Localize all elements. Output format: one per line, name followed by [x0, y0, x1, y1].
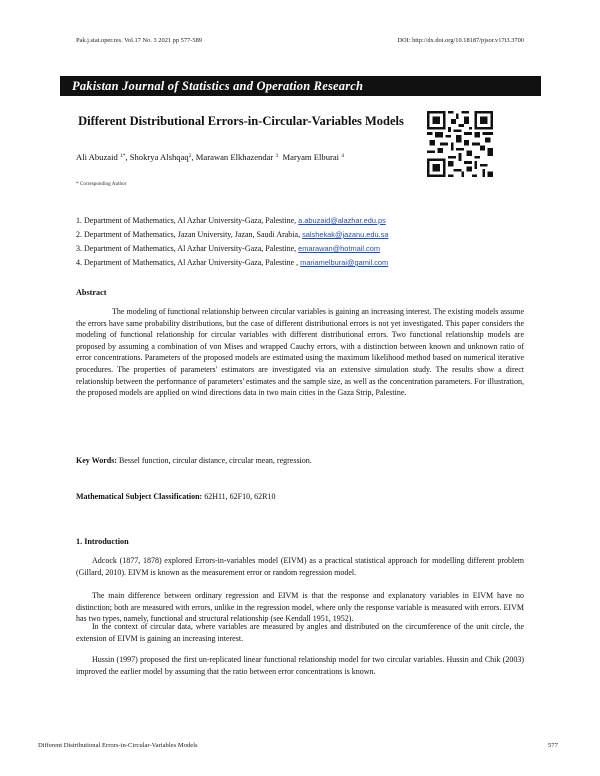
journal-banner: Pakistan Journal of Statistics and Operation Research	[60, 76, 541, 96]
author-affiliation-mark: 4	[341, 153, 344, 159]
author-name: Shokrya Alshqaq	[129, 152, 189, 162]
author-name: Maryam Elburai	[282, 152, 340, 162]
section-heading-introduction: 1. Introduction	[76, 537, 129, 546]
affiliation-text: 1. Department of Mathematics, Al Azhar University-Gaza, Palestine,	[76, 216, 299, 225]
email-link[interactable]: emarawan@hotmail.com	[298, 244, 381, 253]
body-paragraph: In the context of circular data, where variables are measured by angles and distributed on the circumference of the unit circle, the extension of EIVM is gaining an increasing interest.	[76, 622, 524, 643]
affiliation-list	[76, 214, 546, 270]
keywords-label: Key Words:	[76, 456, 117, 465]
subject-classification	[76, 492, 524, 501]
running-header-left: Pak.j.stat.oper.res. Vol.17 No. 3 2021 pp 577-589	[76, 37, 202, 44]
author-affiliation-mark: 1*	[119, 153, 126, 159]
abstract-text: The modeling of functional relationship between circular variables is gaining an increasing interest. The existing models assume the errors have same probability distributions, but the case of different distributional errors is not yet investigated. This paper considers the modeling of functional relationship for circular variables with different distributional errors. Two functional relationship models are proposed by assuming a combination of von Mises and wrapped Cauchy errors, with a distinction between known and unknown ratio of error concentrations. Parameters of the proposed models are estimated using the maximum likelihood method based on numerical iterative procedures. The properties of parameters' estimators are investigated via an extensive simulation study. The results show a direct relationship between the performance of parameters' estimates and the sample size, as well as the concentration parameters. For illustration, the proposed models are applied on wind directions data in two main cities in the Gaza Strip, Palestine.	[76, 307, 524, 398]
paper-title: Different Distributional Errors-in-Circular-Variables Models	[78, 114, 404, 128]
affiliation-item	[76, 228, 546, 242]
affiliation-item	[76, 256, 546, 270]
keywords-text: Bessel function, circular distance, circular mean, regression.	[116, 456, 312, 465]
corresponding-author-note: * Corresponding Author	[76, 181, 127, 187]
email-link[interactable]: mariamelburai@gamil.com	[300, 258, 389, 267]
msc-label: Mathematical Subject Classification:	[76, 492, 203, 501]
msc-text: 62H11, 62F10, 62R10	[202, 492, 276, 501]
affiliation-item	[76, 242, 546, 256]
author-name: Marawan Elkhazendar	[195, 152, 274, 162]
running-header-doi: DOI: http://dx.doi.org/10.18187/pjsor.v17i3.3700	[397, 37, 524, 44]
running-footer-title: Different Distributional Errors-in-Circular-Variables Models	[38, 742, 198, 749]
author-list: Ali Abuzaid $^{1*}$, Shokrya Alshqaq$^2$, Marawan Elkhazendar $^3$ Maryam Elburai $^4$	[76, 152, 344, 162]
author-name: Ali Abuzaid	[76, 152, 118, 162]
email-link[interactable]: salshekak@jazanu.edu.sa	[302, 230, 389, 239]
affiliation-text: 2. Department of Mathematics, Jazan University, Jazan, Saudi Arabia,	[76, 230, 303, 239]
affiliation-item	[76, 214, 546, 228]
body-paragraph: The main difference between ordinary regression and EIVM is that the response and explanatory variables in EIVM have no distinction; both are measured with errors, unlike in the regression model, where only the response variable is measured with errors. EIVM has two types, namely, functional and structural relationship (see Kendall 1951, 1952).	[76, 591, 524, 624]
page-number: 577	[548, 742, 558, 749]
body-paragraph: Adcock (1877, 1878) explored Errors-in-variables model (EIVM) as a practical statistical approach for modelling different problem (Gillard, 2010). EIVM is known as the measurement error or random regression model.	[76, 556, 524, 577]
author-affiliation-mark: 3	[275, 153, 279, 159]
affiliation-text: 3. Department of Mathematics, Al Azhar University-Gaza, Palestine,	[76, 244, 299, 253]
email-link[interactable]: a.abuzaid@alazhar.edu.ps	[298, 216, 386, 225]
affiliation-text: 4. Department of Mathematics, Al Azhar University-Gaza, Palestine ,	[76, 258, 301, 267]
abstract-heading: Abstract	[76, 288, 107, 297]
body-paragraph: Hussin (1997) proposed the first un-replicated linear functional relationship model for two circular variables. Hussin and Chik (2003) improved the earlier model by assuming that the ratio between error concentrations is known.	[76, 655, 524, 676]
author-affiliation-mark: 2	[188, 153, 192, 159]
keywords	[76, 456, 524, 465]
qr-code-icon	[427, 111, 493, 177]
